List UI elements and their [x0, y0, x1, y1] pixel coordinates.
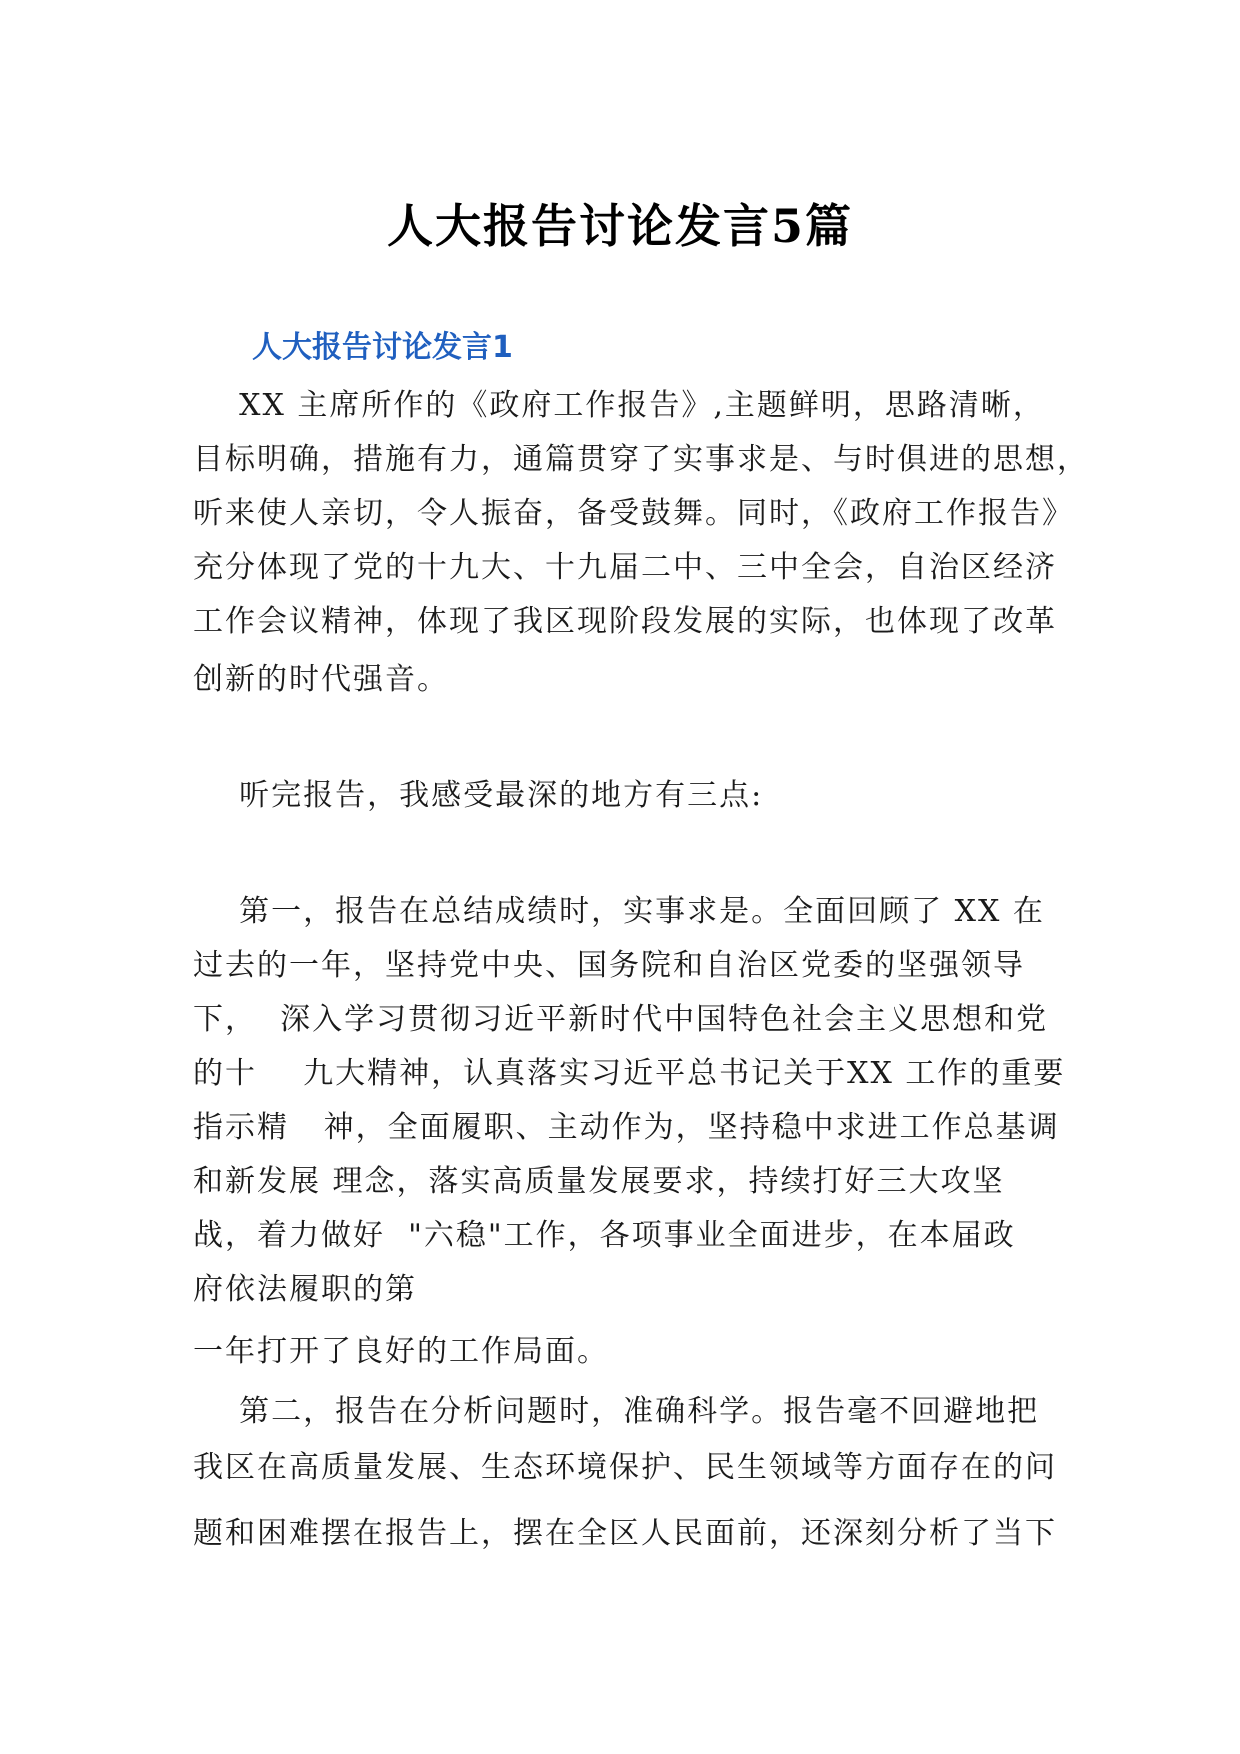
paragraph-line: 工作会议精神，体现了我区现阶段发展的实际，也体现了改革	[193, 604, 1057, 639]
paragraph-line: 第二，报告在分析问题时，准确科学。报告毫不回避地把	[193, 1394, 1040, 1429]
paragraph-line: 第一，报告在总结成绩时，实事求是。全面回顾了 XX 在	[193, 894, 1045, 929]
paragraph-line: 指示精 神，全面履职、主动作为，坚持稳中求进工作总基调	[193, 1110, 1060, 1145]
document-title: 人大报告讨论发言5篇	[386, 199, 853, 253]
paragraph-line: 听完报告，我感受最深的地方有三点:	[193, 778, 764, 813]
paragraph-line: 战，着力做好 "六稳"工作，各项事业全面进步，在本届政	[193, 1218, 1016, 1253]
paragraph-line: 听来使人亲切，令人振奋，备受鼓舞。同时，《政府工作报告》	[193, 496, 1074, 531]
paragraph-line: 我区在高质量发展、生态环境保护、民生领域等方面存在的问	[193, 1450, 1057, 1485]
paragraph-line: 的十 九大精神，认真落实习近平总书记关于XX 工作的重要	[193, 1056, 1066, 1091]
paragraph-line: 题和困难摆在报告上，摆在全区人民面前，还深刻分析了当下	[193, 1516, 1057, 1551]
paragraph-line: 充分体现了党的十九大、十九届二中、三中全会，自治区经济	[193, 550, 1057, 585]
paragraph-line: 一年打开了良好的工作局面。	[193, 1334, 609, 1369]
paragraph-line: 目标明确，措施有力，通篇贯穿了实事求是、与时俱进的思想，	[193, 442, 1089, 477]
paragraph-line: 过去的一年，坚持党中央、国务院和自治区党委的坚强领导	[193, 948, 1025, 983]
paragraph-line: 下， 深入学习贯彻习近平新时代中国特色社会主义思想和党	[193, 1002, 1049, 1037]
paragraph-line: 创新的时代强音。	[193, 662, 449, 697]
paragraph-line: 和新发展 理念，落实高质量发展要求，持续打好三大攻坚	[193, 1164, 1005, 1199]
paragraph-line: 府依法履职的第	[193, 1272, 417, 1307]
section-heading: 人大报告讨论发言1	[252, 330, 513, 365]
paragraph-line: XX 主席所作的《政府工作报告》,主题鲜明，思路清晰，	[193, 388, 1045, 423]
